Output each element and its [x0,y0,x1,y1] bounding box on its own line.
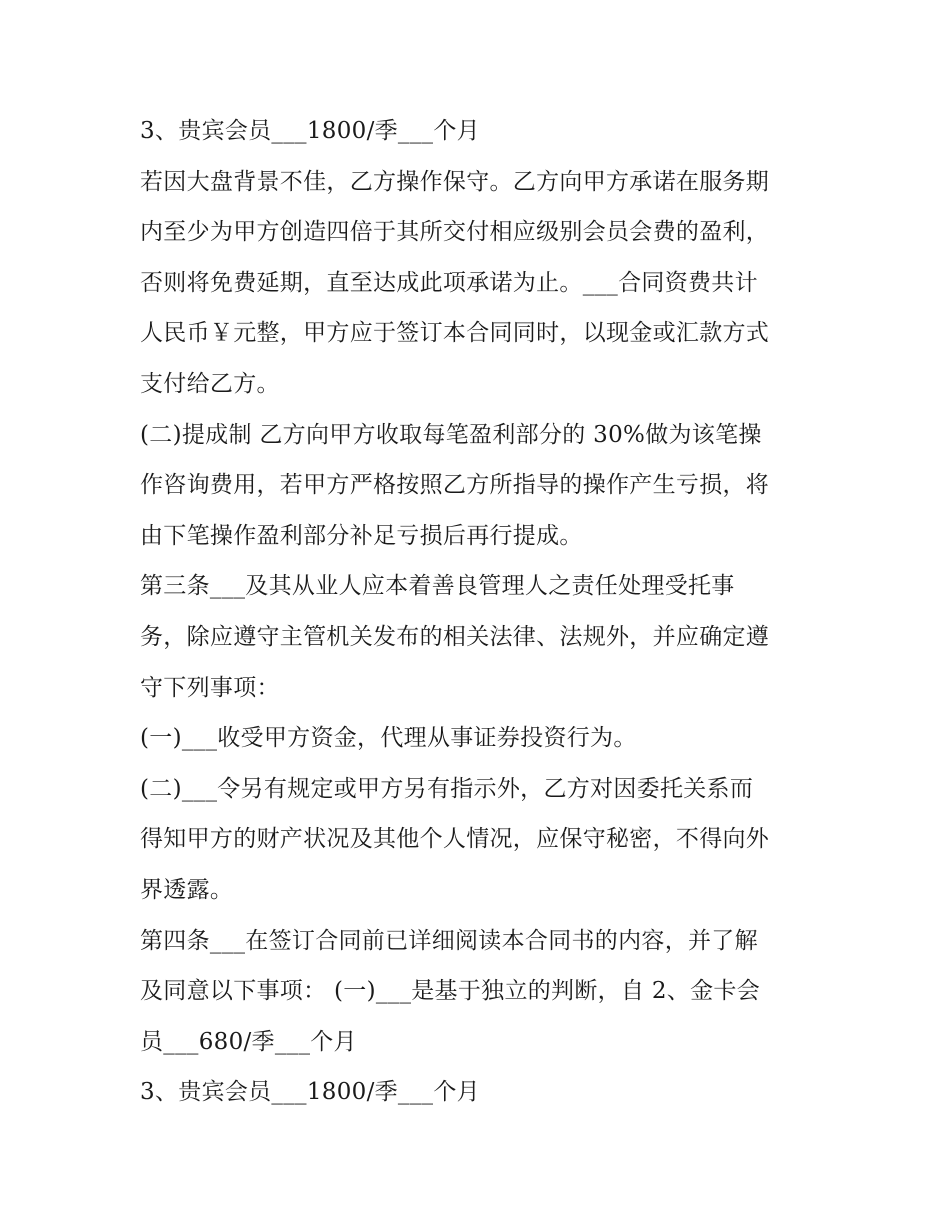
text-line: 守下列事项： [140,674,280,701]
text-line: 由下笔操作盈利部分补足亏损后再行提成。 [140,522,583,549]
text-line: 第四条___在签订合同前已详细阅读本合同书的内容，并了解 [140,927,758,954]
text-line: 界透露。 [140,876,234,903]
text-line: 务，除应遵守主管机关发布的相关法律、法规外，并应确定遵 [140,623,770,650]
text-line: 若因大盘背景不佳，乙方操作保守。乙方向甲方承诺在服务期 [140,168,770,195]
text-line: 支付给乙方。 [140,370,280,397]
text-line: 第三条___及其从业人应本着善良管理人之责任处理受托事 [140,573,735,600]
text-line: 3、贵宾会员___1800/季___个月 [140,1079,480,1106]
text-line: 员___680/季___个月 [140,1028,357,1055]
document-body [140,106,820,1118]
text-line: 得知甲方的财产状况及其他个人情况，应保守秘密，不得向外 [140,826,770,853]
text-line: (一)___收受甲方资金，代理从事证券投资行为。 [140,725,637,752]
text-line: 3、贵宾会员___1800/季___个月 [140,118,480,144]
text-line: 及同意以下事项： (一)___是基于独立的判断，自 2、金卡会 [140,978,761,1005]
text-line: (二)___令另有规定或甲方另有指示外，乙方对因委托关系而 [140,775,754,802]
text-line: 否则将免费延期，直至达成此项承诺为止。___合同资费共计 [140,269,758,296]
text-line: 内至少为甲方创造四倍于其所交付相应级别会员会费的盈利， [140,219,770,246]
text-line: (二)提成制 乙方向甲方收取每笔盈利部分的 30%做为该笔操 [140,421,762,448]
text-line: 人民币￥元整，甲方应于签订本合同同时，以现金或汇款方式 [140,320,770,347]
text-line: 作咨询费用，若甲方严格按照乙方所指导的操作产生亏损，将 [140,472,770,499]
